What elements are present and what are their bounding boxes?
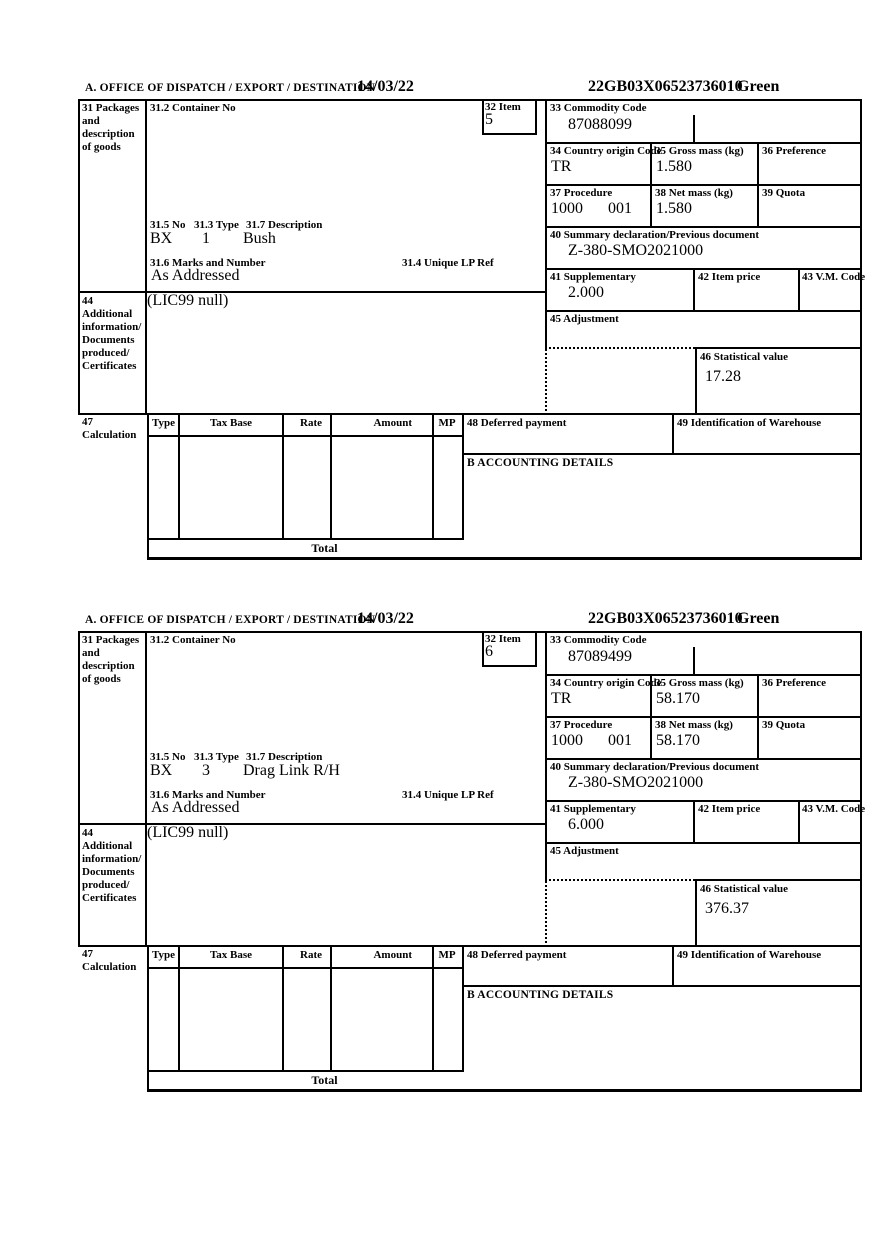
total-label: Total [311,541,338,555]
container-no-label: 31.2 Container No [150,102,236,114]
box47-label-line2: Calculation [82,961,137,973]
quota-label: 39 Quota [762,187,806,199]
supplementary-value: 6.000 [568,816,604,833]
commodity-code-tick [693,115,695,142]
table-header-mp: MP [438,417,456,429]
table-left-border [147,945,149,1091]
table-col-type-right [178,945,180,1070]
table-col-amount-right [432,413,434,538]
box47-label-line2: Calculation [82,429,137,441]
description-value: Bush [243,230,276,247]
divider-box45-bottom-dotted [545,879,695,881]
item-price-label: 42 Item price [698,271,761,283]
deferred-payment-label: 48 Deferred payment [467,949,567,961]
dispatch-date: 14/03/22 [357,610,414,627]
adjustment-label: 45 Adjustment [550,313,619,325]
deferred-payment-label: 48 Deferred payment [467,417,567,429]
box47-label-line1: 47 [82,948,93,960]
statistical-value: 17.28 [705,368,741,385]
procedure-label: 37 Procedure [550,719,613,731]
box44-label-line1: 44 [82,827,93,839]
marks-number-label: 31.6 Marks and Number [150,789,266,801]
border-left [78,631,80,947]
unique-lp-ref-label: 31.4 Unique LP Ref [402,257,494,269]
divider-box45-bottom-dotted [545,347,695,349]
preference-label: 36 Preference [762,677,827,689]
divider-center-dotted [545,881,547,947]
vm-code-label: 43 V.M. Code [802,271,866,283]
divider-row37-bottom [545,226,862,228]
table-header-amount: Amount [373,949,412,961]
table-header-rate: Rate [300,949,322,961]
statistical-value-label: 46 Statistical value [700,883,788,895]
border-right [860,99,862,560]
divider-box33-bottom [545,142,862,144]
packages-type-label: 31.3 Type [194,751,239,763]
net-mass-label: 38 Net mass (kg) [655,719,733,731]
dispatch-date: 14/03/22 [357,78,414,95]
commodity-code-label: 33 Commodity Code [550,102,647,114]
box31-label-line2: and [82,115,100,127]
border-top [78,631,862,633]
supplementary-label: 41 Supplementary [550,803,636,815]
procedure-value-2: 001 [608,200,632,217]
customs-item-block-1 [78,78,864,560]
form-grid [78,99,866,560]
customs-item-block-2 [78,610,864,1092]
packages-no-value: BX [150,230,173,247]
divider-col42 [693,800,695,842]
marks-number-label: 31.6 Marks and Number [150,257,266,269]
procedure-value-1: 1000 [551,732,583,749]
net-mass-value: 58.170 [656,732,700,749]
divider-box47-top [78,413,862,415]
box31-label-line3: description [82,660,135,672]
table-header-bottom [147,967,464,969]
total-label: Total [311,1073,338,1087]
item-number-label: 32 Item [485,633,521,645]
divider-center-dotted [545,349,547,415]
divider-label-column [145,631,147,947]
divider-col43 [798,800,800,842]
procedure-value-2: 001 [608,732,632,749]
divider-row37-bottom [545,758,862,760]
box44-label-line2: Additional [82,308,133,320]
item-number-value: 6 [485,643,493,660]
supplementary-value: 2.000 [568,284,604,301]
box31-label-line4: of goods [82,141,121,153]
commodity-code-label: 33 Commodity Code [550,634,647,646]
divider-box48-49 [672,945,674,985]
box31-label-line1: 31 Packages [82,634,140,646]
country-origin-value: TR [551,158,572,175]
box44-label-line5: produced/ [82,347,130,359]
description-label: 31.7 Description [246,219,323,231]
box44-label-line2: Additional [82,840,133,852]
box48-49-bottom [462,453,862,455]
table-left-border [147,413,149,559]
commodity-code-value: 87088099 [568,116,632,133]
table-header-type: Type [151,949,176,961]
preference-label: 36 Preference [762,145,827,157]
unique-lp-ref-label: 31.4 Unique LP Ref [402,789,494,801]
marks-number-value: As Addressed [151,267,240,284]
table-col-rate-right [330,945,332,1070]
gross-mass-label: 35 Gross mass (kg) [655,145,744,157]
box46-top [695,347,862,349]
box31-label-line3: description [82,128,135,140]
vm-code-label: 43 V.M. Code [802,803,866,815]
border-right [860,631,862,1092]
net-mass-label: 38 Net mass (kg) [655,187,733,199]
border-left [78,99,80,415]
form-grid [78,631,866,1092]
item-number-value: 5 [485,111,493,128]
box31-label-line4: of goods [82,673,121,685]
table-col-type-right [178,413,180,538]
border-top [78,99,862,101]
table-header-amount: Amount [373,417,412,429]
divider-label-column [145,99,147,415]
box44-label-line1: 44 [82,295,93,307]
table-header-tax-base: Tax Base [209,949,253,961]
summary-declaration-label: 40 Summary declaration/Previous document [550,761,760,773]
table-header-rate: Rate [300,417,322,429]
item-number-label: 32 Item [485,101,521,113]
packages-no-label: 31.5 No [150,219,186,231]
divider-box47-top [78,945,862,947]
box48-49-bottom [462,985,862,987]
border-bottom [147,1089,862,1092]
country-origin-label: 34 Country origin Code [550,677,662,689]
box44-label-line6: Certificates [82,360,137,372]
box46-left [695,347,697,415]
gross-mass-value: 58.170 [656,690,700,707]
summary-declaration-value: Z-380-SMO2021000 [568,774,704,791]
box44-label-line5: produced/ [82,879,130,891]
divider-row41-bottom [545,842,862,844]
table-col-rate-right [330,413,332,538]
table-header-tax-base: Tax Base [209,417,253,429]
warehouse-id-label: 49 Identification of Warehouse [677,949,822,961]
gross-mass-label: 35 Gross mass (kg) [655,677,744,689]
country-origin-value: TR [551,690,572,707]
summary-declaration-label: 40 Summary declaration/Previous document [550,229,760,241]
statistical-value-label: 46 Statistical value [700,351,788,363]
box44-label-line3: information/ [82,853,142,865]
office-of-dispatch-label: A. OFFICE OF DISPATCH / EXPORT / DESTINATION [85,82,376,94]
procedure-value-1: 1000 [551,200,583,217]
divider-col42 [693,268,695,310]
adjustment-label: 45 Adjustment [550,845,619,857]
container-no-label: 31.2 Container No [150,634,236,646]
divider-row34-bottom [545,184,862,186]
office-of-dispatch-label: A. OFFICE OF DISPATCH / EXPORT / DESTINATION [85,614,376,626]
quota-label: 39 Quota [762,719,806,731]
table-header-mp: MP [438,949,456,961]
warehouse-id-label: 49 Identification of Warehouse [677,417,822,429]
divider-box40-bottom [545,800,862,802]
total-row-top [147,1070,464,1072]
procedure-label: 37 Procedure [550,187,613,199]
routing-status: Green [737,78,780,95]
packages-type-value: 3 [202,762,210,779]
divider-row41-bottom [545,310,862,312]
total-row-top [147,538,464,540]
additional-information-value: (LIC99 null) [147,292,229,309]
table-header-type: Type [151,417,176,429]
box44-label-line4: Documents [82,334,135,346]
item-price-label: 42 Item price [698,803,761,815]
routing-status: Green [737,610,780,627]
divider-box48-49 [672,413,674,453]
table-col-taxbase-right [282,945,284,1070]
box31-label-line2: and [82,647,100,659]
divider-col43 [798,268,800,310]
divider-col36 [757,142,759,226]
table-header-bottom [147,435,464,437]
declaration-reference: 22GB03X06523736010 [588,78,743,95]
packages-type-label: 31.3 Type [194,219,239,231]
commodity-code-value: 87089499 [568,648,632,665]
border-bottom [147,557,862,560]
net-mass-value: 1.580 [656,200,692,217]
additional-information-value: (LIC99 null) [147,824,229,841]
commodity-code-tick [693,647,695,674]
box47-label-line1: 47 [82,416,93,428]
box44-label-line6: Certificates [82,892,137,904]
box44-label-line3: information/ [82,321,142,333]
description-value: Drag Link R/H [243,762,340,779]
accounting-details-label: B ACCOUNTING DETAILS [467,989,614,1001]
description-label: 31.7 Description [246,751,323,763]
divider-box33-bottom [545,674,862,676]
packages-type-value: 1 [202,230,210,247]
supplementary-label: 41 Supplementary [550,271,636,283]
box46-top [695,879,862,881]
divider-row34-bottom [545,716,862,718]
table-col-taxbase-right [282,413,284,538]
divider-box40-bottom [545,268,862,270]
table-right-border [462,413,464,538]
packages-no-value: BX [150,762,173,779]
table-right-border [462,945,464,1070]
packages-no-label: 31.5 No [150,751,186,763]
accounting-details-label: B ACCOUNTING DETAILS [467,457,614,469]
statistical-value: 376.37 [705,900,749,917]
box31-label-line1: 31 Packages [82,102,140,114]
country-origin-label: 34 Country origin Code [550,145,662,157]
gross-mass-value: 1.580 [656,158,692,175]
divider-col36 [757,674,759,758]
box46-left [695,879,697,947]
declaration-reference: 22GB03X06523736010 [588,610,743,627]
box44-label-line4: Documents [82,866,135,878]
summary-declaration-value: Z-380-SMO2021000 [568,242,704,259]
marks-number-value: As Addressed [151,799,240,816]
table-col-amount-right [432,945,434,1070]
